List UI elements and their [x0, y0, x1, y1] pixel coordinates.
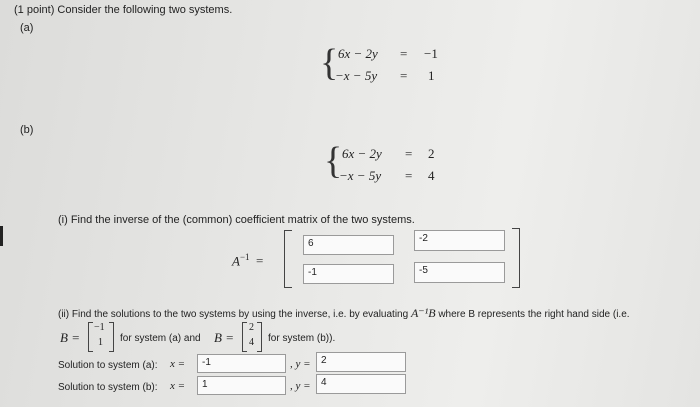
- system-b-eq1-eq: =: [405, 146, 413, 161]
- system-a-eq2-lhs: −x − 5y: [335, 68, 378, 83]
- solution-a-label: Solution to system (a):: [58, 360, 158, 371]
- solution-a-y-input[interactable]: 2: [316, 352, 406, 372]
- question-ii-expression: A⁻¹B: [410, 306, 436, 320]
- inverse-cell-1-2[interactable]: -2: [414, 230, 505, 251]
- inverse-cell-1-1[interactable]: 6: [303, 235, 394, 255]
- system-b-eq2-rhs: 4: [428, 168, 435, 183]
- system-b-eq2-eq: =: [405, 168, 413, 183]
- question-i-text: (i) Find the inverse of the (common) coefficient matrix of the two systems.: [58, 214, 415, 226]
- b-vector-b-label: B =: [214, 330, 234, 345]
- part-b-label: (b): [20, 124, 34, 136]
- part-a-label: (a): [20, 22, 34, 34]
- solution-b-x-input[interactable]: 1: [197, 376, 286, 395]
- system-a-eq1-rhs: −1: [424, 46, 438, 61]
- question-ii-text: [58, 306, 630, 321]
- for-system-a-text: for system (a) and: [120, 333, 201, 344]
- system-a-eq1-lhs: 6x − 2y: [338, 46, 378, 61]
- vector-a-entry-1: −1: [94, 322, 105, 333]
- inverse-equals: =: [256, 253, 264, 268]
- solution-b-x-label: x =: [170, 380, 186, 392]
- system-b-eq2-lhs: −x − 5y: [339, 168, 382, 183]
- margin-marker: [0, 226, 3, 246]
- matrix-right-bracket: [512, 228, 520, 288]
- inverse-label: [232, 252, 250, 269]
- vector-b-left-bracket: [242, 322, 247, 352]
- solution-b-y-input[interactable]: 4: [316, 374, 406, 394]
- question-ii-text-end: where B represents the right hand side (i.e.: [438, 309, 630, 320]
- vector-a-right-bracket: [109, 322, 114, 352]
- system-a-brace: {: [320, 42, 339, 84]
- b-vector-a-label: B =: [60, 330, 80, 345]
- system-b-eq1-lhs: 6x − 2y: [342, 146, 382, 161]
- vector-a-left-bracket: [88, 322, 93, 352]
- matrix-left-bracket: [284, 230, 292, 288]
- vector-b-entry-2: 4: [249, 337, 254, 348]
- inverse-cell-2-2[interactable]: -5: [414, 262, 505, 283]
- problem-title: (1 point) Consider the following two systems.: [14, 4, 233, 16]
- solution-a-x-input[interactable]: -1: [197, 354, 286, 373]
- for-system-b-text: for system (b)).: [268, 333, 336, 344]
- system-a-eq2-rhs: 1: [428, 68, 435, 83]
- system-a-eq1-eq: =: [400, 46, 408, 61]
- solution-a-y-label: , y =: [290, 358, 311, 370]
- inverse-label-sup: −1: [239, 252, 250, 262]
- vector-b-right-bracket: [257, 322, 262, 352]
- system-b-brace: {: [324, 140, 343, 182]
- system-b-eq1-rhs: 2: [428, 146, 435, 161]
- system-a-eq2-eq: =: [400, 68, 408, 83]
- vector-b-entry-1: 2: [249, 322, 254, 333]
- inverse-label-a: A: [232, 253, 240, 269]
- inverse-cell-2-1[interactable]: -1: [303, 264, 394, 284]
- solution-b-y-label: , y =: [290, 380, 311, 392]
- vector-a-entry-2: 1: [98, 337, 103, 348]
- question-ii-text-start: (ii) Find the solutions to the two systems by using the inverse, i.e. by evaluating: [58, 309, 409, 320]
- solution-b-label: Solution to system (b):: [58, 382, 158, 393]
- solution-a-x-label: x =: [170, 358, 186, 370]
